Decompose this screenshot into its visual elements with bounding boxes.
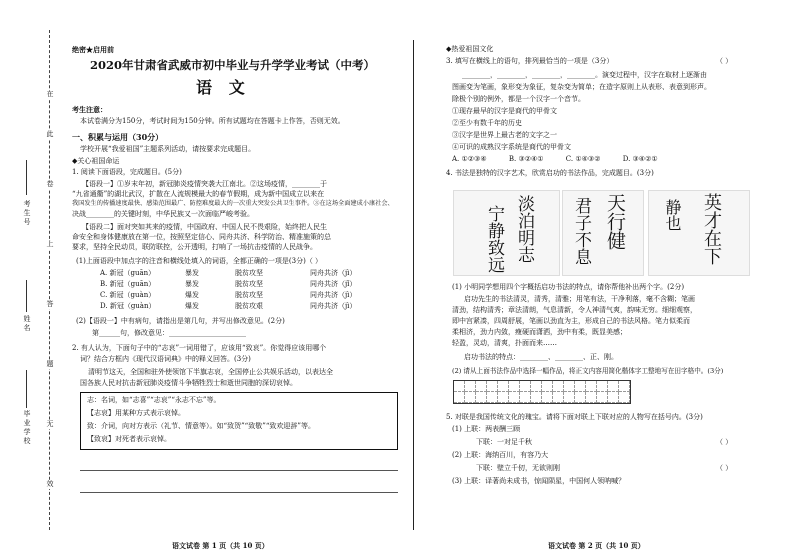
option-row[interactable]: B. 新冠（guān） 暴发 脱贫攻坚 同舟共济（jǐ） [100, 280, 357, 288]
calligraphy-col: 宁静致远 [484, 205, 504, 273]
options-table [100, 268, 390, 312]
passage-line: “九省通衢”的湖北武汉，扩散在人流规模最大的春节假期，成为新中国成立以来在 [72, 190, 325, 198]
blank-line: ________，________，________，________。演变过程中，汉字在取材上逐渐由 [462, 71, 707, 79]
calligraphy-col: 英才在下 [701, 193, 722, 265]
commentary [452, 294, 772, 349]
notice-body: 本试卷满分为150分，考试时间为150分钟。所有试题均在答题卡上作答，否则无效。 [80, 117, 345, 125]
answer-line[interactable] [80, 470, 398, 471]
page-footer: 语文试卷 第 2 页（共 10 页） [548, 541, 645, 550]
blank-line: 图画变为笔画，象形变为象征，复杂变为简单；在造字原则上从表形、表意到形声。 [452, 83, 711, 91]
question-4: 4. 书法是独特的汉字艺术，欣赏启功的书法作品，完成题目。(3分) [446, 169, 654, 177]
question-1-1: (1)上面语段中加点字的注音和横线处填入的词语，全都正确的一项是(3分)（ ） [76, 257, 323, 265]
option-row[interactable]: A. 新冠（guān） 暴发 脱贫攻坚 同舟共济（jì） [100, 269, 357, 277]
answer-line[interactable]: 第______句，修改意见：______________________ [92, 329, 246, 337]
question-5: 5. 对联是我国传统文化的瑰宝。请将下面对联上下联对应的人物写在括号内。(3分) [446, 413, 703, 421]
topic-heading: ◆关心祖国命运 [72, 157, 120, 165]
seal-char: 效 [46, 480, 54, 489]
calligraphy-image-2 [562, 190, 644, 276]
calligraphy-image-3 [648, 190, 750, 276]
seal-char: 题 [46, 360, 54, 369]
item: ②至少有数千年的历史 [452, 119, 522, 127]
definition: 【志哀】用某种方式表示哀悼。 [87, 409, 185, 417]
seal-char: 在 [46, 90, 54, 99]
couplet-lower: 下联：一对足千秋 [476, 438, 532, 446]
question-4-1: (1) 小明同学想用四个字概括启功书法的特点，请你帮他补出两个字。(2分) [452, 283, 685, 291]
passage-line: 决战________的关键时刻，中华民族又一次面临严峻考验。 [72, 210, 254, 218]
section-title: 一、积累与运用（30分） [72, 132, 164, 142]
calligraphy-col: 天行健 [604, 193, 626, 250]
exam-title: 2020年甘肃省武威市初中毕业与升学学业考试（中考） [90, 58, 376, 72]
school-label: 毕业学校 [23, 410, 31, 446]
answer-bracket[interactable]: （ ） [716, 57, 733, 65]
binding-line [49, 30, 50, 530]
couplet-lower: 下联：壁立千仞，无欲则刚 [476, 464, 560, 472]
calligraphy-image-1 [453, 190, 560, 276]
calligraphy-col: 君子不息 [571, 197, 591, 265]
couplet-upper: (2) 上联：海纳百川，有容乃大 [452, 451, 549, 459]
question-3: 3. 填写在横线上的语句，排列最恰当的一项是（3分） [446, 57, 614, 65]
definition: 志：名词，如“志喜”“志哀”“永志不忘”等。 [87, 396, 221, 404]
answer-line[interactable] [80, 492, 398, 493]
option-row[interactable]: D. 新冠（guàn） 爆发 脱贫攻艰 同舟共济（jì） [100, 302, 357, 310]
question-2-cont: 词？结合方框内《现代汉语词典》中的释义回答。(3分) [80, 355, 251, 363]
passage-line: 命安全和身体健康放在第一位，按照坚定信心、同舟共济、科学防治、精准施策的总 [72, 233, 331, 241]
option-row[interactable]: C. 新冠（guàn） 爆发 脱贫攻坚 同舟共济（jì） [100, 291, 357, 299]
exam-number-label: 考生号 [23, 200, 31, 227]
answer-bracket[interactable]: （ ） [716, 464, 733, 472]
blank-line: 除极个别的例外，都是一个汉字一个音节。 [452, 95, 585, 103]
passage-2 [72, 222, 397, 252]
subject-title: 语 文 [196, 78, 245, 97]
question-3-options[interactable]: A. ①②③④ B. ③②④① C. ①④③② D. ③④②① [452, 155, 658, 163]
seal-char: 此 [46, 130, 54, 139]
seal-char: 卷 [46, 180, 54, 189]
definition: 致：介词，向对方表示（礼节、情意等）。如“致贺”“致敬”“致欢迎辞”等。 [87, 422, 315, 430]
sentence: 清明节这天，全国和驻外使领馆下半旗志哀，全国停止公共娱乐活动，以表达全 [88, 368, 333, 376]
name-label: 姓名 [23, 315, 31, 333]
item: ④可识的成熟汉字系统是商代的甲骨文 [452, 143, 571, 151]
definition: 【致哀】对死者表示哀悼。 [87, 435, 171, 443]
commentary-line: 清劲，结构清秀；章法清朗，气息清新，令人神清气爽，韵味无穷。细细观察， [452, 306, 697, 314]
item: ①现存最早的汉字是商代的甲骨文 [452, 107, 557, 115]
passage-line: 我国发生的传播速度最快、感染范围最广、防控难度最大的一次重大突发公共卫生事件。③在这场全面建成小康社会、 [72, 200, 394, 207]
name-field[interactable] [26, 280, 27, 312]
seal-char: 上 [46, 240, 54, 249]
commentary-line: 启功先生的书法清灵，清秀，清雅；用笔有法，干净利落，毫不含糊；笔画 [464, 295, 695, 303]
passage-line: 要求，坚持全民动员，联防联控，公开透明，打响了一场抗击疫情的人民战争。 [72, 243, 317, 251]
dictionary-box [80, 392, 398, 450]
fill-answer[interactable]: 启功书法的特点：________、________、正、刚。 [464, 353, 618, 361]
page-footer: 语文试卷 第 1 页（共 10 页） [172, 541, 269, 550]
school-field[interactable] [26, 370, 27, 408]
calligraphy-col: 淡泊明志 [514, 195, 534, 263]
topic-heading: ◆热爱祖国文化 [446, 45, 494, 53]
answer-bracket[interactable]: （ ） [716, 438, 733, 446]
question-2: 2. 有人认为，下面句子中的“志哀”一词用错了，应该用“致哀”。你觉得应该用哪个 [72, 344, 327, 352]
commentary-line: 轻盈，灵动，清爽，扑面而来…… [452, 339, 557, 347]
commentary-line: 柔相济，劲力内敛，瘦硬而潇洒，劲中有柔，既显美感； [452, 328, 627, 336]
couplet-upper: (1) 上联：两表酬三顾 [452, 425, 521, 433]
commentary-line: 即中宫紧凑，四周舒展，笔画以劲直为主，形成自己的书法风格。笔力似柔而 [452, 317, 690, 325]
exam-number-field[interactable] [26, 160, 27, 195]
passage-line: 【语段一】①岁末年初，新冠肺炎疫情突袭大江南北。②这场疫情，________于 [82, 180, 327, 188]
secret-mark: 绝密★启用前 [72, 45, 114, 54]
question-1: 1. 阅读下面语段，完成题目。(5分) [72, 168, 182, 176]
page-divider [413, 40, 414, 530]
question-4-2: (2) 请从上面书法作品中选择一幅作品，将正文内容用简化楷体字工整地写在田字格中。(3分) [452, 367, 724, 375]
notice-title: 考生注意： [72, 105, 107, 114]
couplet-upper: (3) 上联：译著尚未成书，惊闻陨星，中国何人领呐喊？ [452, 477, 626, 485]
item: ③汉字是世界上最古老的文字之一 [452, 131, 557, 139]
seal-char: 无 [46, 420, 54, 429]
tianzige-grid[interactable] [453, 380, 631, 404]
seal-char: 答 [46, 300, 54, 309]
passage-line: 【语段二】面对突如其来的疫情，中国政府、中国人民不畏艰险，始终把人民生 [82, 223, 327, 231]
passage-1 [72, 179, 397, 219]
sentence: 国各族人民对抗击新冠肺炎疫情斗争牺牲烈士和逝世同胞的深切哀悼。 [80, 379, 297, 387]
section-intro: 学校开展“我爱祖国”主题系列活动，请按要求完成题目。 [80, 145, 256, 153]
question-1-2: (2)【语段一】中有病句，请指出是第几句，并写出修改意见。(2分) [76, 317, 285, 325]
calligraphy-col: 静也 [663, 199, 682, 231]
